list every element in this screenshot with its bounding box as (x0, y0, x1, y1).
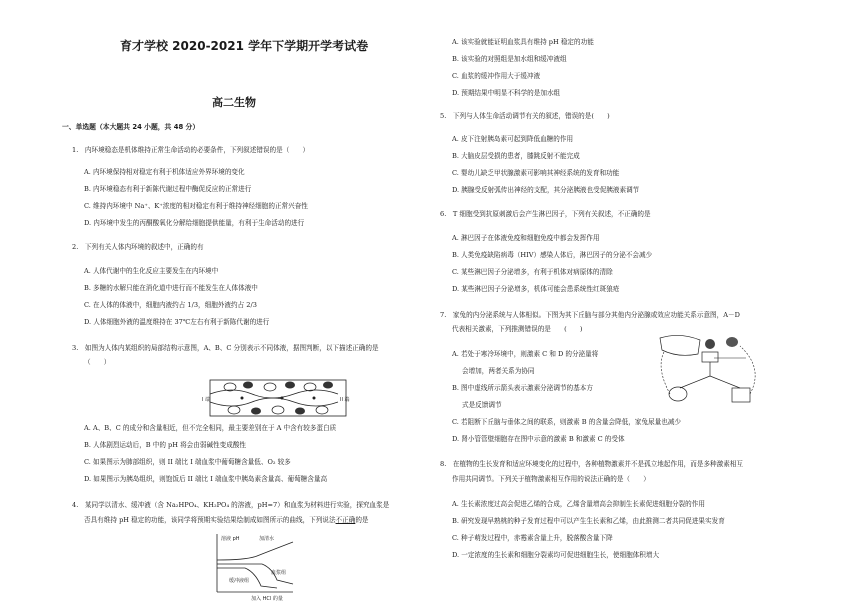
fig-y-label: 溶液 pH (221, 536, 240, 542)
q2-option-d: D. 人体细胞外液的温度维持在 37℃左右有利于新陈代谢的进行 (84, 318, 270, 326)
q7-option-a-line1: A. 若处于寒冷环境中，则激素 C 和 D 的分泌量将 (452, 350, 599, 358)
q4-stem-emphasis: 不正确 (335, 516, 356, 524)
q2-stem: 2. 下列有关人体内环境的叙述中，正确的有 (72, 243, 204, 251)
q8-option-a: A. 生长素浓度过高会促进乙烯的合成，乙烯含量增高会抑制生长素促进细胞分裂的作用 (452, 500, 705, 508)
subject-title: 高二生物 (212, 96, 256, 109)
q6-option-d: D. 某些淋巴因子分泌增多，机体可能会患系统性红斑狼疮 (452, 285, 620, 293)
q7-stem-line2: 代表相关激素，下列推测错误的是 ( ) (452, 325, 583, 333)
q7-option-d: D. 肾小管管壁细胞存在图中示意的激素 B 和激素 C 的受体 (452, 435, 625, 443)
q6-stem: 6. T 细胞受到抗原刺激后会产生淋巴因子，下列有关叙述，不正确的是 (440, 210, 651, 218)
q3-option-d: D. 如果图示为胰岛组织，则饱饭后 II 端比 I 端血浆中胰岛素含量高、葡萄糖含量高 (84, 475, 328, 483)
q5-option-a: A. 皮下注射胰岛素可起到降低血糖的作用 (452, 135, 574, 143)
q1-stem: 1. 内环境稳态是机体维持正常生命活动的必要条件，下列叙述错误的是（ ） (72, 146, 310, 154)
q4-stem-line1: 4. 某同学以清水、缓冲液（含 Na₂HPO₄、KH₂PO₄ 的溶液，pH=7）和血浆为材料进行实验，探究血浆是 (72, 501, 390, 509)
fig-series-water: 加清水 (259, 536, 275, 542)
q1-option-a: A. 内环境保持相对稳定有利于机体适应外界环境的变化 (84, 168, 245, 176)
ph-curve-figure (207, 530, 297, 602)
q5-option-d: D. 胰腺受反射弧传出神经的支配，其分泌胰液也受促胰液素调节 (452, 186, 640, 194)
fig-series-buffer: 缓冲液组 (229, 578, 250, 584)
fig-series-plasma: 血浆组 (271, 570, 287, 576)
q6-option-b: B. 人类免疫缺陷病毒（HIV）感染人体后，淋巴因子的分泌不会减少 (452, 251, 653, 259)
q7-option-b-line1: B. 图中虚线所示箭头表示激素分泌调节的基本方 (452, 384, 593, 392)
q6-option-a: A. 淋巴因子在体液免疫和细胞免疫中都会发挥作用 (452, 234, 600, 242)
endocrine-diagram-figure (650, 328, 770, 416)
q8-option-d: D. 一定浓度的生长素和细胞分裂素均可促进细胞生长，使细胞体积增大 (452, 551, 660, 559)
q5-option-b: B. 大脑皮层受损的患者，膝跳反射不能完成 (452, 152, 580, 160)
q4-option-a: A. 该实验就能证明血浆具有维持 pH 稳定的功能 (452, 38, 594, 46)
q6-option-c: C. 某些淋巴因子分泌增多，有利于机体对病原体的清除 (452, 268, 613, 276)
q4-option-d: D. 预期结果中明显不科学的是加水组 (452, 89, 561, 97)
exam-title: 育才学校 2020-2021 学年下学期开学考试卷 (120, 39, 369, 53)
q5-option-c: C. 婴幼儿缺乏甲状腺激素可影响其神经系统的发育和功能 (452, 169, 620, 177)
q2-option-a: A. 人体代谢中的生化反应主要发生在内环境中 (84, 267, 219, 275)
q3-option-a: A. A、B、C 的成分和含量相近，但不完全相同，最主要差别在于 A 中含有较多蛋白质 (84, 424, 337, 432)
q7-option-a-line2: 会增加，两者关系为协同 (462, 367, 535, 375)
q4-stem-post: 的是 (355, 516, 369, 524)
q2-option-b: B. 多糖的水解只能在消化道中进行而不能发生在人体体液中 (84, 284, 258, 292)
tissue-structure-figure (202, 376, 352, 420)
q7-option-c: C. 若阻断下丘脑与垂体之间的联系，则激素 B 的含量会降低，家兔尿量也减少 (452, 418, 682, 426)
q3-option-b: B. 人体剧烈运动后，B 中的 pH 将会由弱碱性变成酸性 (84, 441, 247, 449)
q8-stem-line1: 8. 在植物的生长发育和适应环境变化的过程中，各种植物激素并不是孤立地起作用，而是多种激素相互 (440, 460, 744, 468)
q1-option-c: C. 维持内环境中 Na⁺、K⁺浓度的相对稳定有利于维持神经细胞的正常兴奋性 (84, 202, 308, 210)
q8-option-c: C. 种子萌发过程中，赤霉素含量上升，脱落酸含量下降 (452, 534, 613, 542)
q5-stem: 5. 下列与人体生命活动调节有关的叙述，错误的是( ) (440, 112, 610, 120)
q7-stem-line1: 7. 家兔的内分泌系统与人体相似。下图为其下丘脑与部分其他内分泌腺或效应功能关系示意图，A－D (440, 311, 740, 319)
q4-option-c: C. 血浆的缓冲作用大于缓冲液 (452, 72, 541, 80)
q3-option-c: C. 如果图示为肺部组织，则 II 端比 I 端血浆中葡萄糖含量低、O₂ 较多 (84, 458, 291, 466)
fig-right-end-label: II 端 (340, 397, 350, 403)
q8-option-b: B. 研究发现早熟桃的种子发育过程中可以产生生长素和乙烯，由此推测二者共同促进果实发育 (452, 517, 725, 525)
q7-option-b-line2: 式是反馈调节 (462, 401, 502, 409)
q4-option-b: B. 该实验的对照组是加水组和缓冲液组 (452, 55, 567, 63)
q3-stem-line2: （ ） (84, 358, 111, 366)
fig-left-end-label: I 端 (202, 397, 211, 403)
q4-stem-pre: 否具有维持 pH 稳定的功能，该同学将预期实验结果绘制成如图所示的曲线，下列说法 (84, 516, 336, 524)
section-heading: 一、单选题（本大题共 24 小题，共 48 分） (62, 123, 200, 131)
q1-option-b: B. 内环境稳态有利于新陈代谢过程中酶促反应的正常进行 (84, 185, 252, 193)
fig-x-label: 加入 HCl 的量 (251, 596, 283, 602)
q3-stem-line1: 3. 如图为人体内某组织的局部结构示意图，A、B、C 分别表示不同体液，据图判断，以下描述正确的是 (72, 344, 379, 352)
q4-stem-line2 (84, 516, 369, 525)
q1-option-d: D. 内环境中发生的丙酮酸氧化分解给细胞提供能量，有利于生命活动的进行 (84, 219, 305, 227)
q8-stem-line2: 作用共同调节。下列关于植物激素相互作用的说法正确的是（ ） (452, 475, 650, 483)
q2-option-c: C. 在人体的体液中，细胞内液约占 1/3，细胞外液约占 2/3 (84, 301, 257, 309)
